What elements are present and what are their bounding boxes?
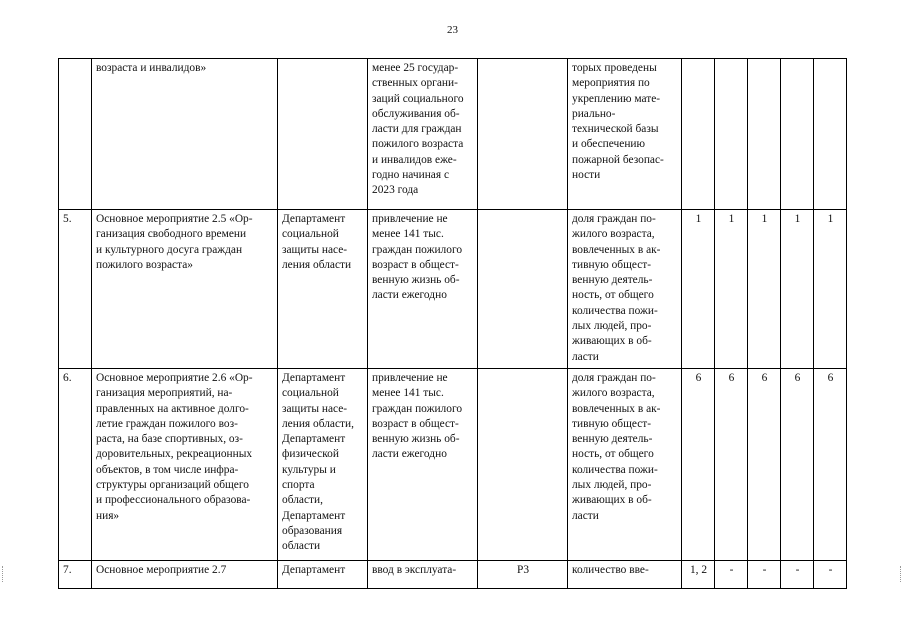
project-code	[478, 210, 568, 369]
expected-result: ввод в эксплуата-	[368, 561, 478, 589]
project-code	[478, 59, 568, 210]
indicator-value	[682, 59, 715, 210]
indicator-value: -	[715, 561, 748, 589]
measure-name: возраста и инвалидов»	[92, 59, 278, 210]
measure-name: Основное мероприятие 2.7	[92, 561, 278, 589]
table-row	[59, 59, 847, 210]
indicator-value: 1	[748, 210, 781, 369]
indicator-value: 6	[715, 369, 748, 561]
project-code: Р3	[478, 561, 568, 589]
expected-result: привлечение не менее 141 тыс. граждан пожилого возраст в общест- венную жизнь об- ласти ежегодно	[368, 210, 478, 369]
table-row	[59, 561, 847, 589]
indicator-value: 1, 2	[682, 561, 715, 589]
indicator-value: 1	[814, 210, 847, 369]
indicator-value: 1	[781, 210, 814, 369]
indicator-value: 1	[682, 210, 715, 369]
expected-result: менее 25 государ- ственных органи- заций социального обслуживания об- ласти для граждан пожилого возраста и инвалидов еже- годно начиная с 2023 года	[368, 59, 478, 210]
scan-edge-mark-left	[2, 566, 5, 582]
executor: Департамент социальной защиты насе- ления области, Департамент физической культуры и спорта области, Департамент образования области	[278, 369, 368, 561]
indicator: доля граждан по- жилого возраста, вовлеченных в ак- тивную общест- венную деятель- ность, от общего количества пожи- лых людей, про- живающих в об- ласти	[568, 210, 682, 369]
indicator-value: 6	[682, 369, 715, 561]
scan-edge-mark-right	[900, 566, 903, 582]
indicator-value: 6	[781, 369, 814, 561]
row-number: 7.	[59, 561, 92, 589]
page-number: 23	[447, 24, 458, 36]
indicator-value	[814, 59, 847, 210]
indicator-value	[748, 59, 781, 210]
row-number	[59, 59, 92, 210]
executor	[278, 59, 368, 210]
indicator-value: -	[814, 561, 847, 589]
indicator: доля граждан по- жилого возраста, вовлеченных в ак- тивную общест- венную деятель- ность, от общего количества пожи- лых людей, про- живающих в об- ласти	[568, 369, 682, 561]
row-number: 5.	[59, 210, 92, 369]
indicator-value	[781, 59, 814, 210]
indicator-value	[715, 59, 748, 210]
indicator-value: 6	[814, 369, 847, 561]
program-measures-table	[58, 58, 847, 589]
indicator-value: -	[748, 561, 781, 589]
measure-name: Основное мероприятие 2.6 «Ор- ганизация мероприятий, на- правленных на активное долго- летие граждан пожилого воз- раста, на базе спортивных, оз- доровительных, рекреационных объектов, в том числе инфра- структуры организаций общего и профессионального образова- ния»	[92, 369, 278, 561]
indicator: торых проведены мероприятия по укреплению мате- риально- технической базы и обеспечению пожарной безопас- ности	[568, 59, 682, 210]
project-code	[478, 369, 568, 561]
row-number: 6.	[59, 369, 92, 561]
table-row	[59, 210, 847, 369]
indicator-value: 1	[715, 210, 748, 369]
executor: Департамент социальной защиты насе- ления области	[278, 210, 368, 369]
indicator-value: -	[781, 561, 814, 589]
indicator-value: 6	[748, 369, 781, 561]
table-row	[59, 369, 847, 561]
measure-name: Основное мероприятие 2.5 «Ор- ганизация свободного времени и культурного досуга граждан пожилого возраста»	[92, 210, 278, 369]
executor: Департамент	[278, 561, 368, 589]
indicator: количество вве-	[568, 561, 682, 589]
expected-result: привлечение не менее 141 тыс. граждан пожилого возраст в общест- венную жизнь об- ласти ежегодно	[368, 369, 478, 561]
